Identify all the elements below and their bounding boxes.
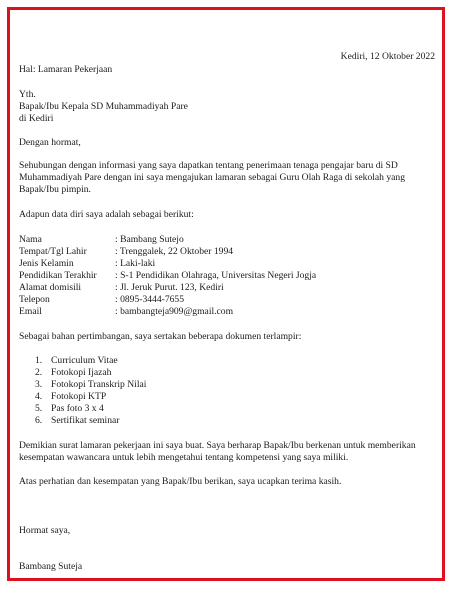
personal-label: Nama [19,234,42,245]
recipient-line: Yth. [19,89,36,100]
document-number: 5. [35,403,43,414]
letter-date: Kediri, 12 Oktober 2022 [340,51,435,62]
personal-value: : Trenggalek, 22 Oktober 1994 [115,246,234,257]
personal-label: Pendidikan Terakhir [19,270,97,281]
personal-label: Telepon [19,294,50,305]
document-name: Fotokopi Transkrip Nilai [51,379,147,390]
personal-value: : Laki-laki [115,258,156,269]
personal-value: : bambangteja909@gmail.com [115,306,234,317]
documents-intro: Sebagai bahan pertimbangan, saya sertakan beberapa dokumen terlampir: [19,331,302,342]
personal-value: : Bambang Sutejo [115,234,184,245]
data-intro: Adapun data diri saya adalah sebagai berikut: [19,209,194,220]
document-number: 2. [35,367,43,378]
personal-label: Alamat domisili [19,282,82,293]
document-number: 4. [35,391,43,402]
personal-value: : 0895-3444-7655 [115,294,185,305]
personal-label: Tempat/Tgl Lahir [19,246,87,257]
document-name: Sertifikat seminar [51,415,120,426]
signoff: Hormat saya, [19,525,71,536]
signature-name: Bambang Suteja [19,561,83,572]
recipient-line: di Kediri [19,113,54,124]
intro-paragraph: Sehubungan dengan informasi yang saya dapatkan tentang penerimaan tenaga pengajar baru di SD Muhammadiyah Pare dengan ini saya mengajukan lamaran sebagai Guru Olah Raga di sekolah yang Bapak/Ibu pimpin. [19,160,406,195]
document-number: 3. [35,379,43,390]
document-name: Fotokopi KTP [51,391,107,402]
recipient-line: Bapak/Ibu Kepala SD Muhammadiyah Pare [19,101,188,112]
document-number: 1. [35,355,43,366]
personal-value: : S-1 Pendidikan Olahraga, Universitas Negeri Jogja [115,270,317,281]
document-number: 6. [35,415,43,426]
personal-label: Jenis Kelamin [19,258,74,269]
document-name: Fotokopi Ijazah [51,367,112,378]
personal-label: Email [19,306,42,317]
personal-value: : Jl. Jeruk Purut. 123, Kediri [115,282,224,293]
document-name: Curriculum Vitae [51,355,118,366]
letter-subject: Hal: Lamaran Pekerjaan [19,64,113,75]
thanks-line: Atas perhatian dan kesempatan yang Bapak/Ibu berikan, saya ucapkan terima kasih. [19,476,342,487]
closing-paragraph: Demikian surat lamaran pekerjaan ini saya buat. Saya berharap Bapak/Ibu berkenan untuk memberikan kesempatan wawancara untuk lebih mengetahui tentang kompetensi yang saya miliki. [19,440,416,463]
greeting: Dengan hormat, [19,137,81,148]
document-name: Pas foto 3 x 4 [51,403,104,414]
